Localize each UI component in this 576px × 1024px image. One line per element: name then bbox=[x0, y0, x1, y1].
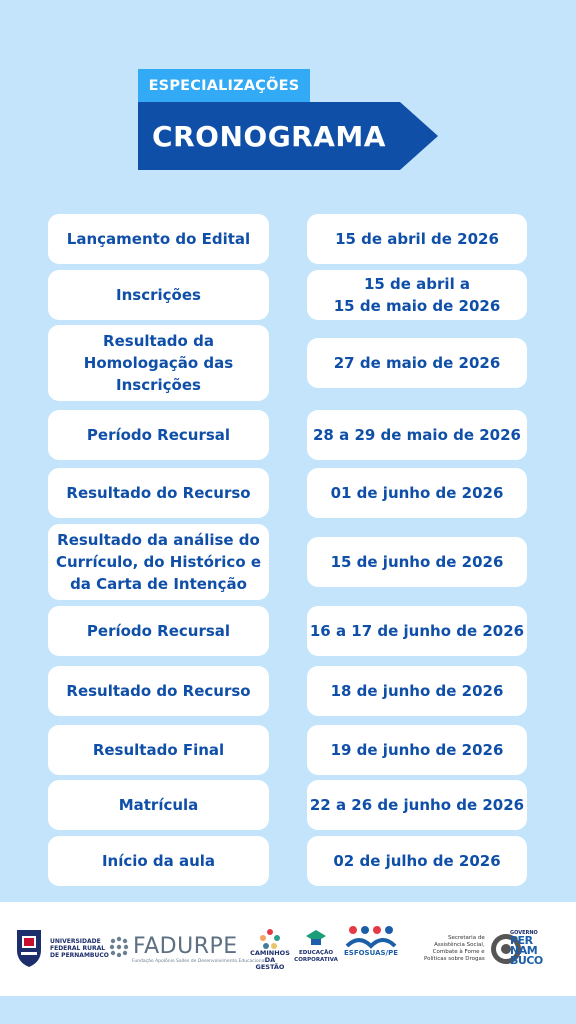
schedule-row bbox=[48, 836, 528, 886]
schedule-event: Resultado da Homologação das Inscrições bbox=[48, 325, 269, 401]
title-banner bbox=[138, 102, 440, 170]
schedule-event: Resultado do Recurso bbox=[48, 666, 269, 716]
schedule-event: Resultado Final bbox=[48, 725, 269, 775]
caminhos-name: CAMINHOS DA GESTÃO bbox=[250, 949, 290, 971]
schedule-event: Início da aula bbox=[48, 836, 269, 886]
schedule-date: 15 de abril a 15 de maio de 2026 bbox=[307, 270, 527, 320]
caminhos-star-icon bbox=[258, 928, 282, 950]
schedule-row bbox=[48, 325, 528, 401]
schedule-date: 02 de julho de 2026 bbox=[307, 836, 527, 886]
educacao-logo bbox=[296, 928, 336, 964]
schedule-date: 22 a 26 de junho de 2026 bbox=[307, 780, 527, 830]
schedule-date: 15 de abril de 2026 bbox=[307, 214, 527, 264]
schedule-row bbox=[48, 270, 528, 320]
schedule-event: Matrícula bbox=[48, 780, 269, 830]
page-title: CRONOGRAMA bbox=[152, 119, 386, 153]
schedule-event: Lançamento do Edital bbox=[48, 214, 269, 264]
schedule-event: Período Recursal bbox=[48, 606, 269, 656]
schedule-row bbox=[48, 606, 528, 656]
schedule-row bbox=[48, 214, 528, 264]
ufrpe-logo bbox=[14, 928, 109, 968]
fadurpe-name: FADURPE bbox=[133, 934, 238, 959]
esfosuas-logo bbox=[342, 924, 400, 957]
schedule-date: 15 de junho de 2026 bbox=[307, 537, 527, 587]
schedule-date: 27 de maio de 2026 bbox=[307, 338, 527, 388]
schedule-event: Inscrições bbox=[48, 270, 269, 320]
schedule-date: 28 a 29 de maio de 2026 bbox=[307, 410, 527, 460]
esfosuas-people-icon bbox=[345, 924, 397, 950]
footer-logos bbox=[0, 902, 576, 996]
schedule-row bbox=[48, 410, 528, 460]
schedule-event: Resultado da análise do Currículo, do Histórico e da Carta de Intenção bbox=[48, 524, 269, 600]
fadurpe-subtitle: Fundação Apolônio Salles de Desenvolvimento Educacional bbox=[132, 959, 266, 964]
pernambuco-name: PER NAM BUCO bbox=[510, 934, 543, 967]
schedule-row bbox=[48, 780, 528, 830]
esfosuas-name: ESFOSUAS/PE bbox=[344, 949, 398, 957]
header-tag: ESPECIALIZAÇÕES bbox=[138, 69, 310, 103]
ufrpe-crest-icon bbox=[14, 928, 44, 968]
schedule-row bbox=[48, 666, 528, 716]
educacao-cap-icon bbox=[305, 928, 327, 950]
governo-logo bbox=[510, 930, 543, 966]
schedule-date: 16 a 17 de junho de 2026 bbox=[307, 606, 527, 656]
ufrpe-name: UNIVERSIDADE FEDERAL RURAL DE PERNAMBUCO bbox=[50, 937, 109, 959]
educacao-name: EDUCAÇÃO CORPORATIVA bbox=[294, 950, 338, 963]
fadurpe-dots-icon bbox=[108, 936, 130, 958]
secretaria-name: Secretaria de Assistência Social, Combate à Fome e Políticas sobre Drogas bbox=[424, 935, 485, 962]
schedule-row bbox=[48, 725, 528, 775]
caminhos-logo bbox=[250, 928, 290, 971]
secretaria-logo bbox=[424, 932, 523, 966]
governo-label: GOVERNO bbox=[510, 930, 538, 936]
schedule-event: Resultado do Recurso bbox=[48, 468, 269, 518]
schedule-row bbox=[48, 468, 528, 518]
schedule-date: 18 de junho de 2026 bbox=[307, 666, 527, 716]
schedule-date: 01 de junho de 2026 bbox=[307, 468, 527, 518]
schedule-row bbox=[48, 524, 528, 600]
schedule-event: Período Recursal bbox=[48, 410, 269, 460]
schedule-date: 19 de junho de 2026 bbox=[307, 725, 527, 775]
fadurpe-logo bbox=[108, 934, 266, 964]
